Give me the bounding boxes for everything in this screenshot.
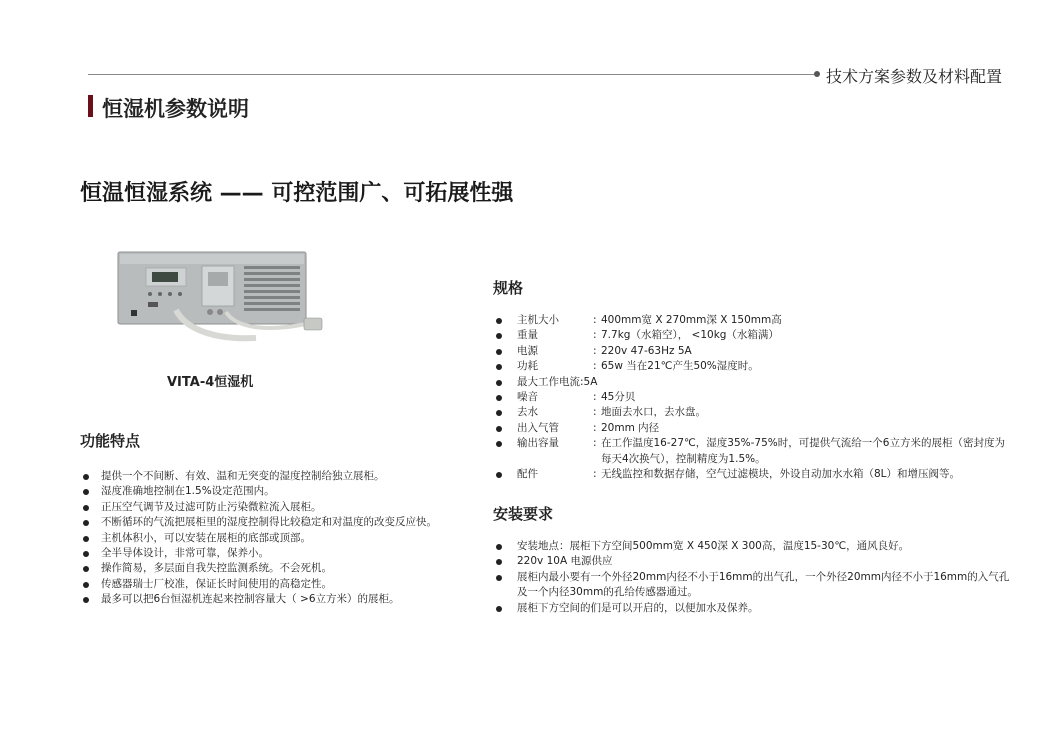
feature-text: 湿度准确地控制在1.5%设定范围内。 bbox=[101, 485, 275, 498]
bullet-icon bbox=[83, 536, 89, 542]
spec-label: 出入气管 bbox=[517, 421, 559, 434]
spec-row bbox=[496, 405, 1011, 420]
spec-row bbox=[496, 359, 1011, 374]
spec-value: 220v 47-63Hz 5A bbox=[601, 344, 692, 357]
bullet-icon bbox=[83, 566, 89, 572]
spec-label: 最大工作电流 bbox=[517, 375, 580, 388]
list-item bbox=[83, 577, 437, 592]
spec-value: 5A bbox=[583, 375, 598, 388]
spec-value: 7.7kg（水箱空）， <10kg（水箱满） bbox=[601, 329, 779, 342]
spec-label: 噪音 bbox=[517, 391, 538, 404]
spec-separator: : bbox=[593, 360, 597, 373]
list-item bbox=[496, 570, 1017, 601]
features-heading: 功能特点 bbox=[80, 432, 141, 450]
spec-label: 配件 bbox=[517, 468, 538, 481]
spec-label: 电源 bbox=[517, 344, 538, 357]
spec-row bbox=[496, 436, 1011, 467]
spec-value: 在工作温度16-27℃，湿度35%-75%时，可提供气流给一个6立方米的展柜（密封度为每天4次换气），控制精度为1.5%。 bbox=[601, 437, 1005, 465]
install-list bbox=[496, 539, 1017, 616]
section-title: 恒湿机参数说明 bbox=[102, 97, 249, 121]
feature-text: 全半导体设计，非常可靠，保养小。 bbox=[101, 547, 269, 560]
feature-text: 提供一个不间断、有效、温和无突变的湿度控制给独立展柜。 bbox=[101, 470, 385, 482]
bullet-icon bbox=[496, 441, 502, 447]
specs-heading: 规格 bbox=[493, 279, 524, 297]
install-text: 展柜下方空间的们是可以开启的，以便加水及保养。 bbox=[517, 601, 759, 614]
feature-text: 不断循环的气流把展柜里的湿度控制得比较稳定和对温度的改变反应快。 bbox=[101, 516, 437, 529]
feature-text: 传感器瑞士厂校准，保证长时间使用的高稳定性。 bbox=[101, 577, 332, 590]
spec-row bbox=[496, 313, 1011, 328]
header-title: 技术方案参数及材料配置 bbox=[826, 67, 1003, 86]
spec-value: 65w 当在21℃产生50%湿度时。 bbox=[601, 360, 759, 373]
list-item bbox=[83, 592, 437, 607]
list-item bbox=[83, 484, 437, 499]
spec-value: 20mm 内径 bbox=[601, 421, 660, 434]
spec-separator: : bbox=[593, 421, 597, 434]
list-item bbox=[83, 469, 437, 484]
bullet-icon bbox=[83, 597, 89, 603]
spec-label: 功耗 bbox=[517, 360, 538, 373]
spec-value: 45分贝 bbox=[601, 391, 636, 404]
spec-label: 去水 bbox=[517, 406, 538, 419]
spec-row bbox=[496, 344, 1011, 359]
feature-text: 主机体积小，可以安装在展柜的底部或顶部。 bbox=[101, 531, 311, 544]
install-text: 安装地点：展柜下方空间500mm宽 X 450深 X 300高，温度15-30℃，通风良好。 bbox=[517, 540, 910, 552]
headline: 恒温恒湿系统 —— 可控范围广、可拓展性强 bbox=[80, 181, 514, 206]
header-rule bbox=[88, 74, 818, 75]
bullet-icon bbox=[496, 318, 502, 324]
spec-label: 主机大小 bbox=[517, 314, 559, 326]
section-accent-bar bbox=[88, 95, 93, 117]
spec-separator: : bbox=[593, 314, 597, 326]
feature-text: 最多可以把6台恒湿机连起来控制容量大（ >6立方米）的展柜。 bbox=[101, 593, 400, 606]
bullet-icon bbox=[83, 551, 89, 557]
spec-row bbox=[496, 467, 1011, 482]
header-dot bbox=[814, 71, 820, 77]
spec-separator: : bbox=[593, 344, 597, 357]
device-caption: VITA-4恒湿机 bbox=[167, 375, 254, 390]
bullet-icon bbox=[496, 380, 502, 386]
spec-value: 地面去水口，去水盘。 bbox=[601, 406, 706, 419]
bullet-icon bbox=[496, 472, 502, 478]
bullet-icon bbox=[496, 575, 502, 581]
list-item bbox=[83, 531, 437, 546]
list-item bbox=[83, 515, 437, 530]
spec-separator: : bbox=[593, 329, 597, 342]
bullet-icon bbox=[496, 559, 502, 565]
install-heading: 安装要求 bbox=[493, 505, 554, 523]
bullet-icon bbox=[83, 582, 89, 588]
feature-text: 正压空气调节及过滤可防止污染微粒流入展柜。 bbox=[101, 500, 322, 513]
feature-text: 操作简易，多层面自我失控监测系统。不会死机。 bbox=[101, 562, 332, 575]
spec-value: 400mm宽 X 270mm深 X 150mm高 bbox=[601, 314, 782, 326]
spec-row bbox=[496, 328, 1011, 343]
bullet-icon bbox=[496, 410, 502, 416]
spec-separator: : bbox=[580, 375, 584, 388]
spec-row bbox=[496, 375, 1011, 390]
humidifier-device-image bbox=[116, 250, 326, 346]
bullet-icon bbox=[496, 364, 502, 370]
spec-separator: : bbox=[593, 406, 597, 419]
features-list bbox=[83, 469, 437, 608]
bullet-icon bbox=[83, 474, 89, 480]
bullet-icon bbox=[496, 426, 502, 432]
spec-label: 输出容量 bbox=[517, 437, 559, 450]
spec-value: 无线监控和数据存储，空气过滤模块，外设自动加水水箱（8L）和增压阀等。 bbox=[601, 468, 961, 481]
spec-row bbox=[496, 390, 1011, 405]
bullet-icon bbox=[83, 520, 89, 526]
spec-separator: : bbox=[593, 437, 597, 450]
spec-row bbox=[496, 421, 1011, 436]
list-item bbox=[83, 500, 437, 515]
list-item bbox=[83, 561, 437, 576]
install-text: 展柜内最小要有一个外径20mm内径不小于16mm的出气孔，一个外径20mm内径不小于16mm的入气孔及一个内径30mm的孔给传感器通过。 bbox=[517, 570, 1010, 599]
bullet-icon bbox=[496, 333, 502, 339]
bullet-icon bbox=[83, 505, 89, 511]
bullet-icon bbox=[496, 606, 502, 612]
list-item bbox=[496, 554, 1017, 569]
install-text: 220v 10A 电源供应 bbox=[517, 555, 613, 568]
spec-label: 重量 bbox=[517, 329, 538, 342]
list-item bbox=[83, 546, 437, 561]
bullet-icon bbox=[83, 489, 89, 495]
bullet-icon bbox=[496, 395, 502, 401]
bullet-icon bbox=[496, 544, 502, 550]
specs-list bbox=[496, 313, 1011, 482]
bullet-icon bbox=[496, 349, 502, 355]
spec-separator: : bbox=[593, 468, 597, 481]
spec-separator: : bbox=[593, 391, 597, 404]
list-item bbox=[496, 601, 1017, 616]
list-item bbox=[496, 539, 1017, 554]
